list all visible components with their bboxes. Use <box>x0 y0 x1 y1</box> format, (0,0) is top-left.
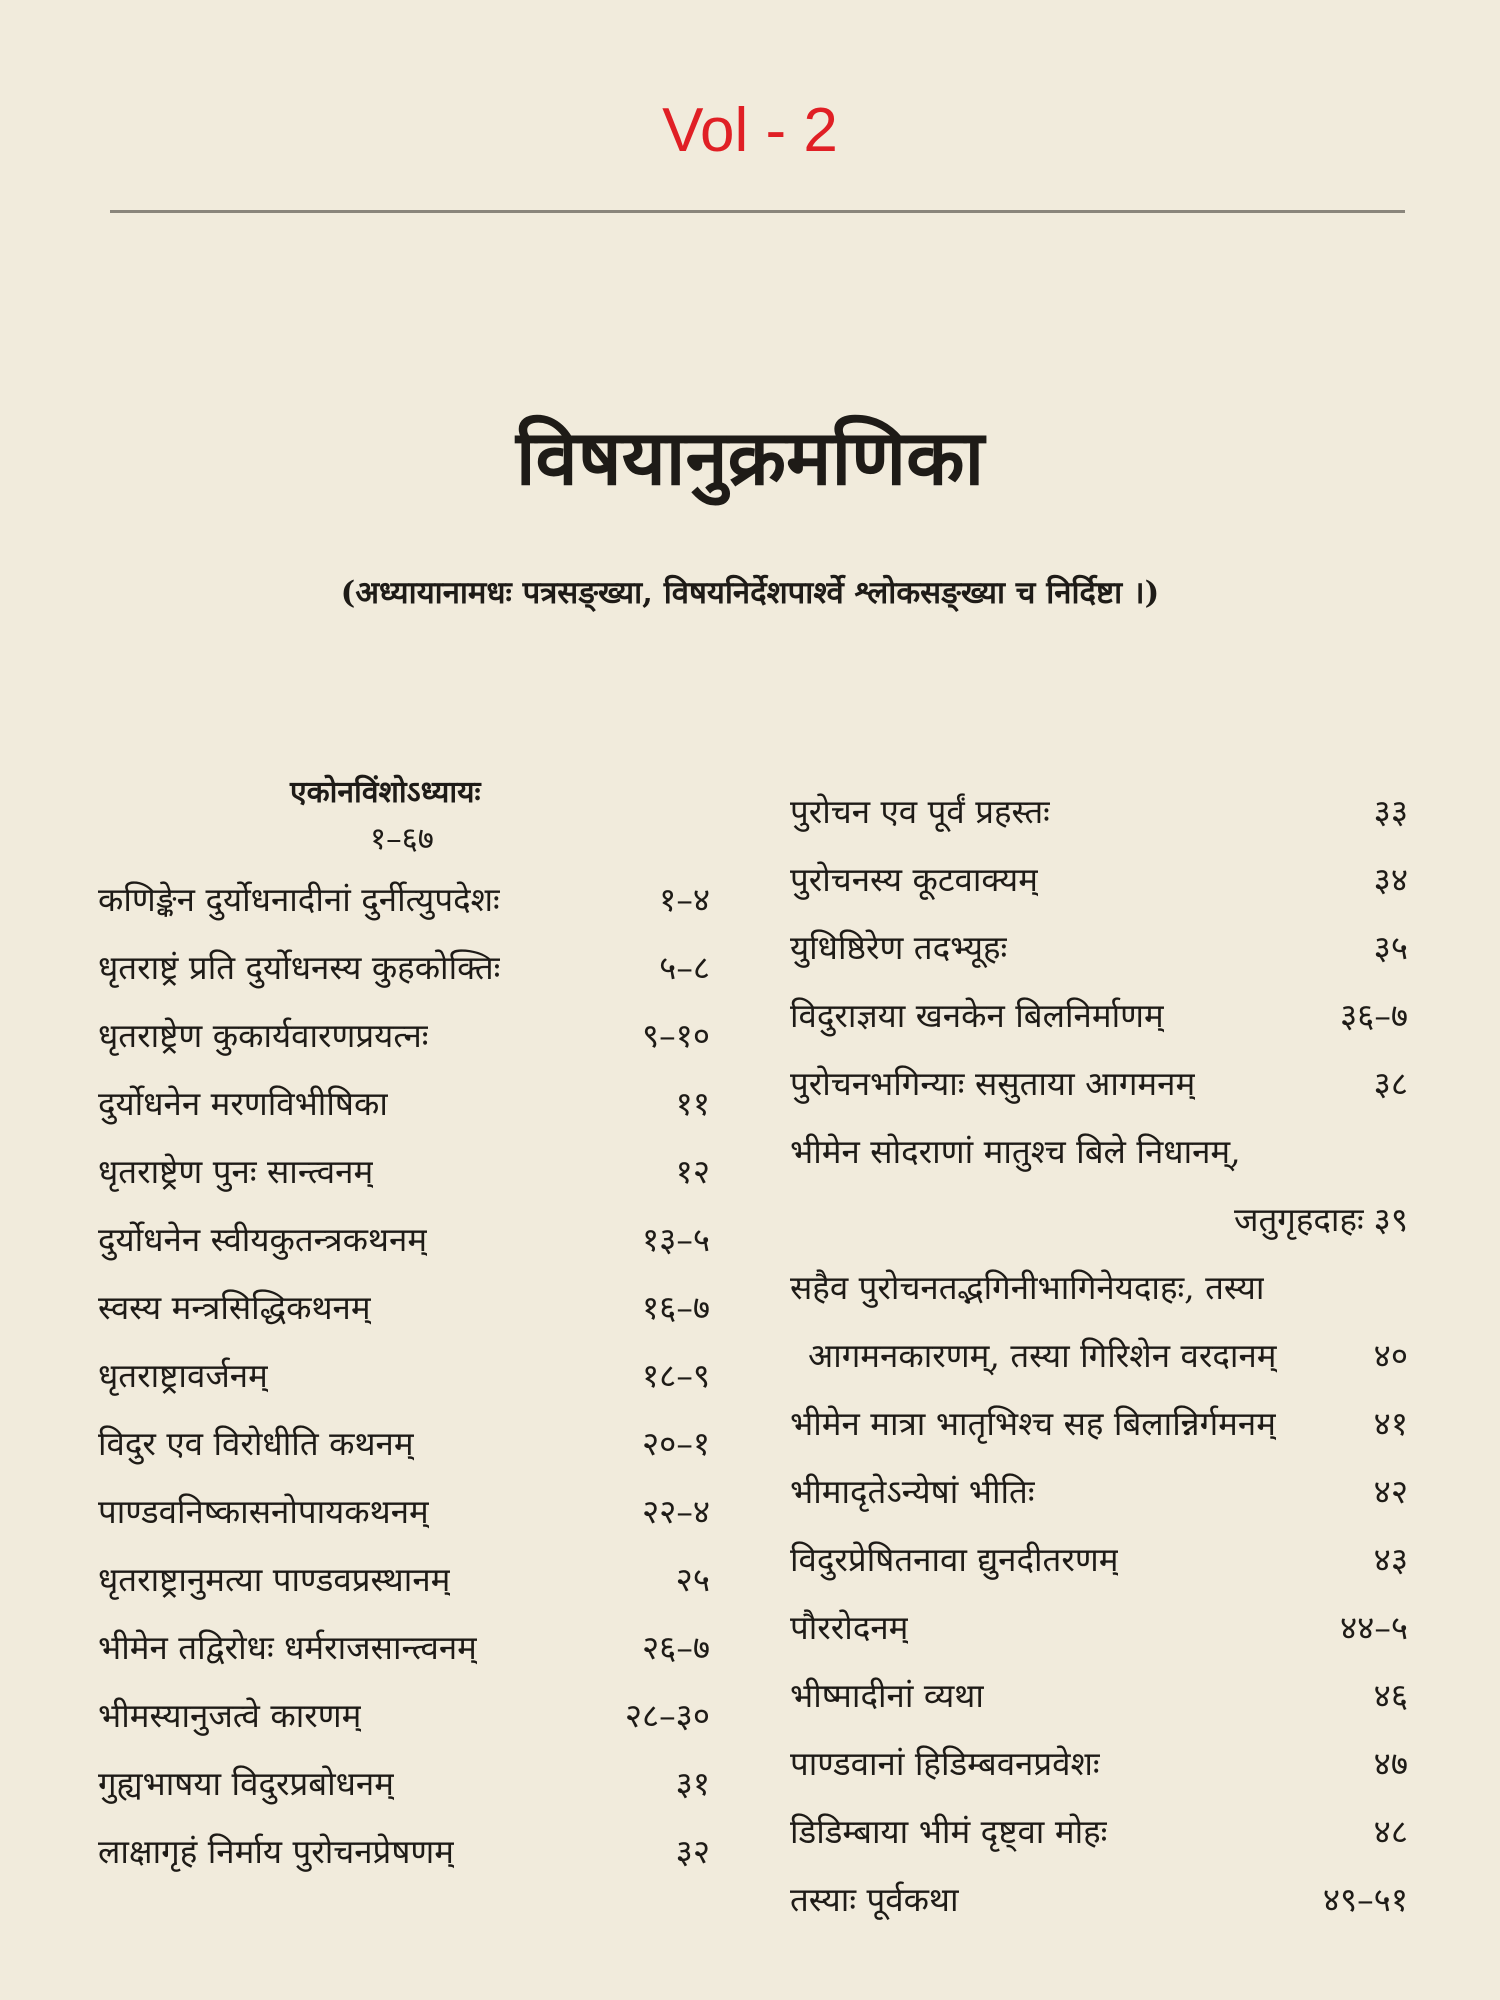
toc-entry-text: पौररोदनम् <box>790 1608 909 1647</box>
toc-entry <box>790 1458 1408 1526</box>
toc-entry <box>98 1614 710 1682</box>
toc-entry-page: २६–७ <box>642 1628 710 1667</box>
toc-entry <box>790 1254 1408 1322</box>
toc-entry-page: ४४–५ <box>1340 1608 1408 1647</box>
toc-entry-page: ११ <box>675 1084 710 1123</box>
toc-entry-text: धृतराष्ट्रं प्रति दुर्योधनस्य कुहकोक्तिः <box>98 948 501 987</box>
right-entry-list <box>790 778 1408 1934</box>
chapter-heading: एकोनविंशोऽध्यायः <box>290 775 481 810</box>
toc-entry-page: ३५ <box>1373 928 1408 967</box>
toc-entry <box>98 866 710 934</box>
toc-entry-page: ३३ <box>1373 792 1408 831</box>
toc-entry-text: भीमेन मात्रा भातृभिश्च सह बिलान्निर्गमनम् <box>790 1404 1276 1443</box>
toc-entry-page: २२–४ <box>642 1492 710 1531</box>
toc-entry-page: ३६–७ <box>1340 996 1408 1035</box>
toc-entry-text: पाण्डवानां हिडिम्बवनप्रवेशः <box>790 1744 1100 1783</box>
toc-entry-text: भीमेन सोदराणां मातुश्च बिले निधानम्, <box>790 1132 1241 1171</box>
header-rule <box>110 210 1405 213</box>
toc-entry-page: २०–१ <box>642 1424 710 1463</box>
toc-entry-page: २८–३० <box>624 1696 710 1735</box>
chapter-page-range: १–६७ <box>370 821 434 857</box>
toc-entry <box>98 1818 710 1886</box>
toc-entry-text: पाण्डवनिष्कासनोपायकथनम् <box>98 1492 429 1531</box>
toc-entry <box>98 1002 710 1070</box>
toc-entry <box>790 1322 1408 1390</box>
toc-entry-text: जतुगृहदाहः <box>1234 1200 1364 1239</box>
page-subtitle: (अध्यायानामधः पत्रसङ्ख्या, विषयनिर्देशपार्श्वे श्लोकसङ्ख्या च निर्दिष्टा ।) <box>340 575 1160 611</box>
toc-entry-text: भीमेन तद्विरोधः धर्मराजसान्त्वनम् <box>98 1628 477 1667</box>
toc-entry-page: ४८ <box>1373 1812 1408 1851</box>
toc-entry <box>790 1118 1408 1186</box>
toc-entry-page: ३१ <box>675 1764 710 1803</box>
left-column <box>98 773 710 1886</box>
toc-entry-text: धृतराष्ट्रेण पुनः सान्त्वनम् <box>98 1152 374 1191</box>
toc-entry <box>98 1138 710 1206</box>
toc-entry-page: १८–९ <box>642 1356 710 1395</box>
toc-entry <box>790 1866 1408 1934</box>
toc-entry-page: १६–७ <box>642 1288 710 1327</box>
toc-entry-page: ३४ <box>1373 860 1408 899</box>
toc-entry <box>790 778 1408 846</box>
toc-entry-page: ४१ <box>1373 1404 1408 1443</box>
toc-entry-text: पुरोचनस्य कूटवाक्यम् <box>790 860 1038 899</box>
toc-entry-text: कणिङ्केन दुर्योधनादीनां दुर्नीत्युपदेशः <box>98 880 500 919</box>
toc-entry-text: धृतराष्ट्रेण कुकार्यवारणप्रयत्नः <box>98 1016 429 1055</box>
toc-entry-page: ४३ <box>1373 1540 1408 1579</box>
toc-entry-page: २५ <box>675 1560 710 1599</box>
toc-entry-text: धृतराष्ट्रावर्जनम् <box>98 1356 268 1395</box>
toc-entry <box>790 1050 1408 1118</box>
toc-entry-text: विदुराज्ञया खनकेन बिलनिर्माणम् <box>790 996 1164 1035</box>
toc-entry-page: ९–१० <box>642 1016 710 1055</box>
toc-entry-text: युधिष्ठिरेण तदभ्यूहः <box>790 928 1008 967</box>
toc-entry-page: ४६ <box>1373 1676 1408 1715</box>
toc-entry <box>98 1750 710 1818</box>
toc-entry <box>98 1070 710 1138</box>
toc-entry <box>790 1730 1408 1798</box>
toc-entry-text: भीमादृतेऽन्येषां भीतिः <box>790 1472 1035 1511</box>
toc-entry-text: सहैव पुरोचनतद्भगिनीभागिनेयदाहः, तस्या <box>790 1268 1265 1307</box>
toc-entry <box>790 1526 1408 1594</box>
toc-entry-text: पुरोचन एव पूर्वं प्रहस्तः <box>790 792 1050 831</box>
toc-entry <box>790 1594 1408 1662</box>
toc-entry-text: दुर्योधनेन मरणविभीषिका <box>98 1084 388 1123</box>
toc-entry-text: भीमस्यानुजत्वे कारणम् <box>98 1696 362 1735</box>
toc-entry-text: पुरोचनभगिन्याः ससुताया आगमनम् <box>790 1064 1196 1103</box>
toc-entry-page: ४९–५१ <box>1322 1880 1408 1919</box>
toc-entry-page: ३२ <box>675 1832 710 1871</box>
toc-entry <box>98 1410 710 1478</box>
toc-entry-page: ५–८ <box>659 948 710 987</box>
toc-entry-page: ४७ <box>1373 1744 1408 1783</box>
toc-entry <box>98 1478 710 1546</box>
toc-entry <box>790 1662 1408 1730</box>
toc-entry-text: विदुर एव विरोधीति कथनम् <box>98 1424 414 1463</box>
toc-entry-page: ३९ <box>1373 1200 1408 1239</box>
toc-entry-text: भीष्मादीनां व्यथा <box>790 1676 984 1715</box>
toc-entry-page: ३८ <box>1373 1064 1408 1103</box>
toc-entry <box>790 1186 1408 1254</box>
toc-entry-text: स्वस्य मन्त्रसिद्धिकथनम् <box>98 1288 371 1327</box>
toc-entry-page: ४० <box>1373 1336 1408 1375</box>
toc-entry <box>98 1342 710 1410</box>
toc-entry-page: १–४ <box>659 880 710 919</box>
toc-entry <box>790 1798 1408 1866</box>
toc-entry-text: डिडिम्बाया भीमं दृष्ट्वा मोहः <box>790 1812 1108 1851</box>
toc-entry <box>790 914 1408 982</box>
toc-entry <box>790 1390 1408 1458</box>
toc-entry-text: गुह्यभाषया विदुरप्रबोधनम् <box>98 1764 394 1803</box>
toc-entry-text: धृतराष्ट्रानुमत्या पाण्डवप्रस्थानम् <box>98 1560 451 1599</box>
page-title: विषयानुक्रमणिका <box>515 413 985 502</box>
toc-entry-text: विदुरप्रेषितनावा द्युनदीतरणम् <box>790 1540 1119 1579</box>
toc-entry-page: १२ <box>675 1152 710 1191</box>
toc-entry <box>98 934 710 1002</box>
toc-entry <box>790 982 1408 1050</box>
right-column <box>790 778 1408 1934</box>
left-entry-list <box>98 866 710 1886</box>
toc-entry-page: १३–५ <box>642 1220 710 1259</box>
toc-entry-page: ४२ <box>1373 1472 1408 1511</box>
toc-entry-text: दुर्योधनेन स्वीयकुतन्त्रकथनम् <box>98 1220 428 1259</box>
toc-entry <box>790 846 1408 914</box>
toc-entry-text: लाक्षागृहं निर्माय पुरोचनप्रेषणम् <box>98 1832 454 1871</box>
toc-entry <box>98 1206 710 1274</box>
toc-entry <box>98 1274 710 1342</box>
toc-entry <box>98 1546 710 1614</box>
toc-entry-text: आगमनकारणम्, तस्या गिरिशेन वरदानम् <box>808 1336 1277 1375</box>
volume-label: Vol - 2 <box>662 96 838 165</box>
toc-entry-text: तस्याः पूर्वकथा <box>790 1880 959 1919</box>
toc-entry <box>98 1682 710 1750</box>
